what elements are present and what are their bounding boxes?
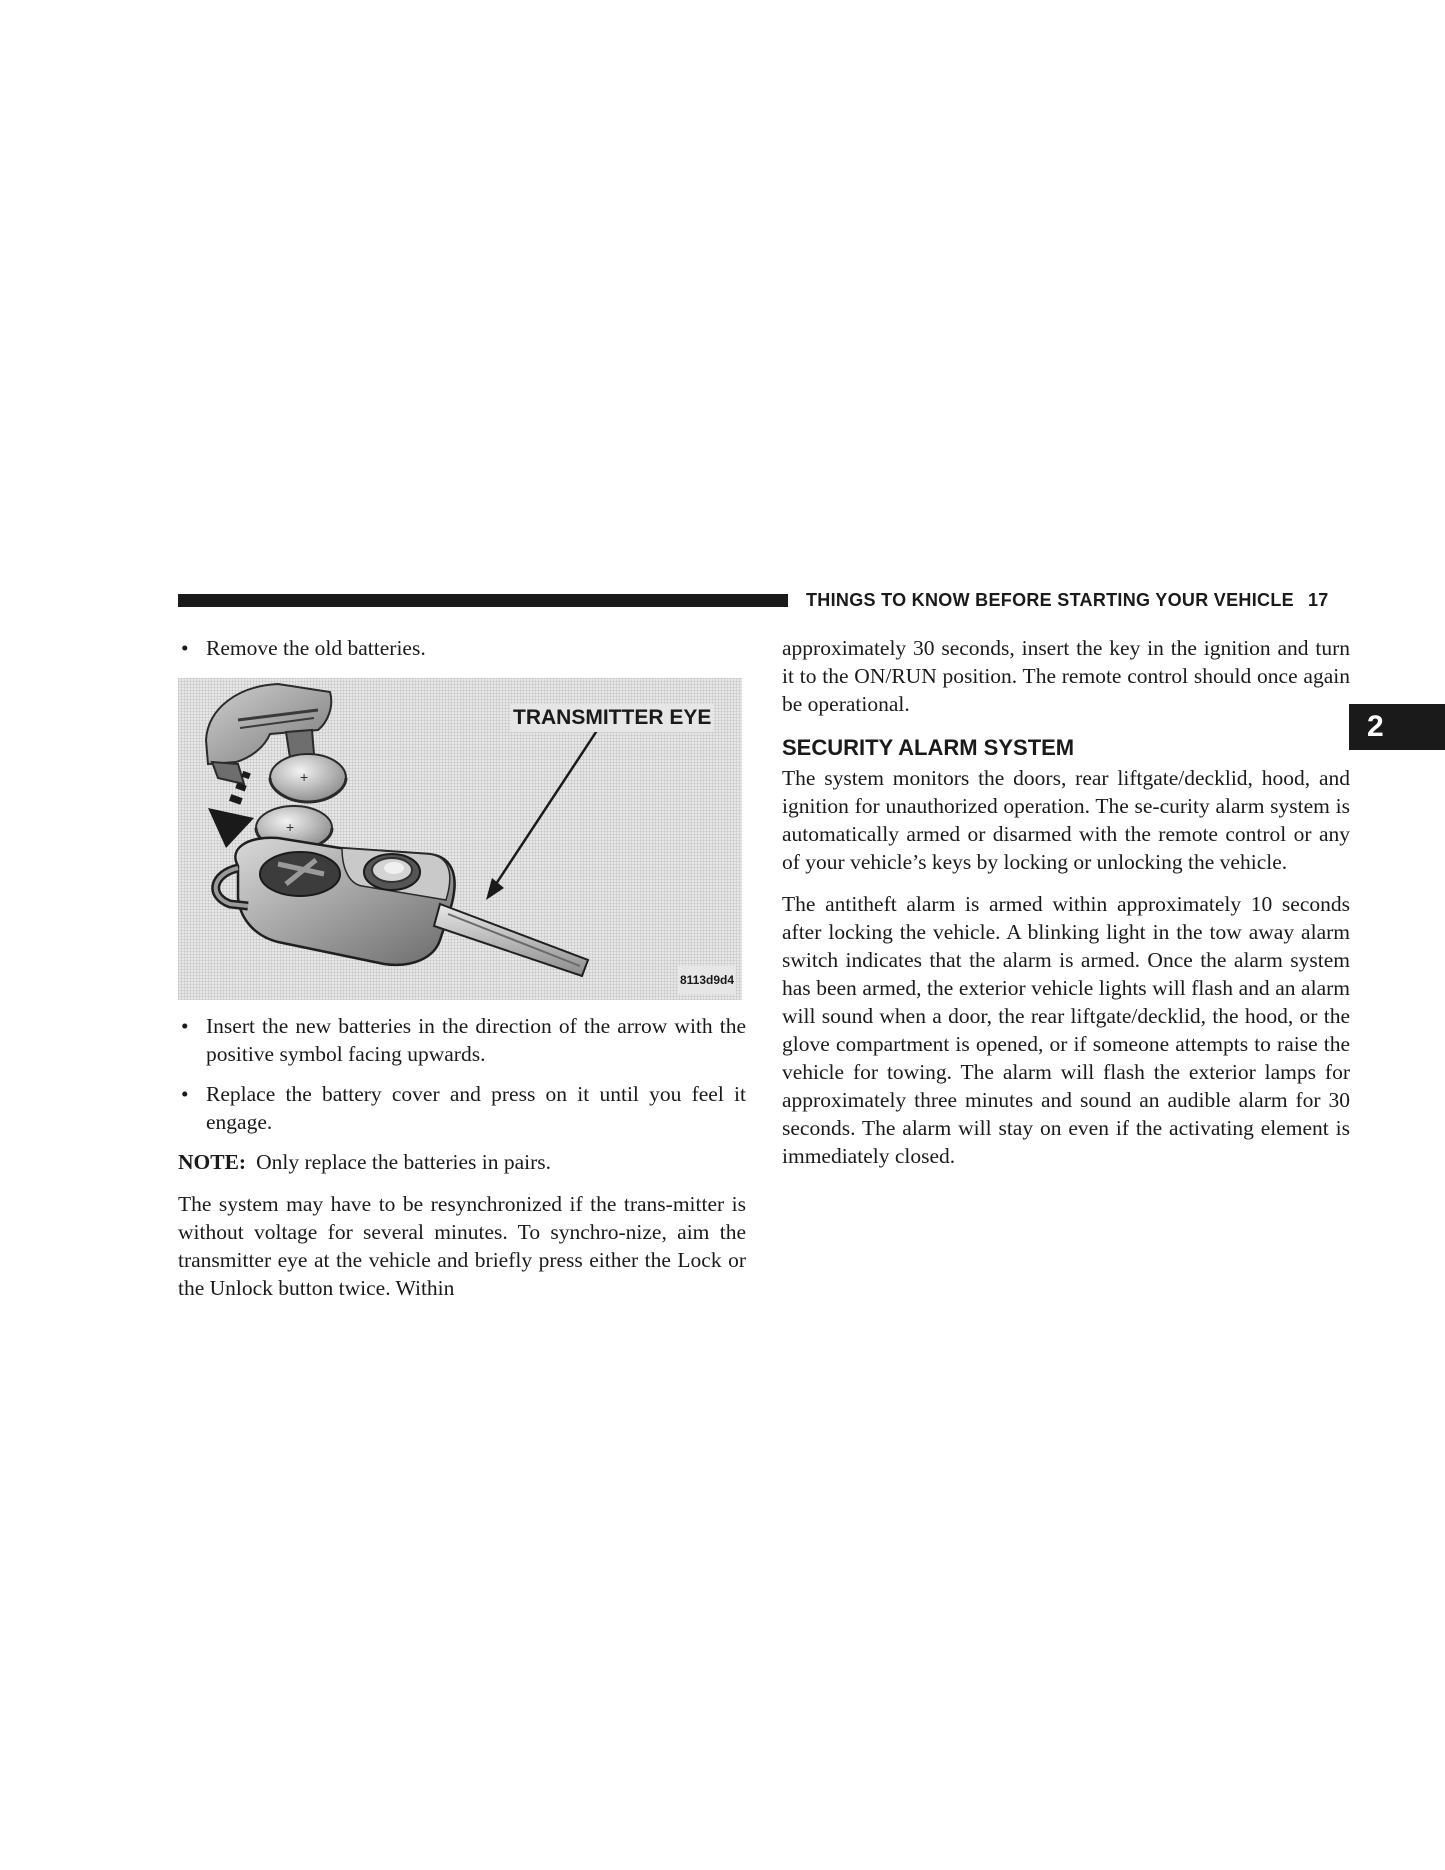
left-column [178, 634, 746, 1302]
running-header [806, 590, 1329, 611]
svg-text:+: + [286, 819, 295, 835]
paragraph-system-monitors: The system monitors the doors, rear liftgate/decklid, hood, and ignition for unauthorized operation. The se-curity alarm system is automatically armed or disarmed with the remote control or any of your vehicle’s keys by locking or unlocking the vehicle. [782, 766, 1350, 874]
key-fob-body-icon [216, 838, 455, 965]
svg-text:+: + [300, 769, 309, 785]
bullet-text: Insert the new batteries in the direction of the arrow with the positive symbol facing upwards. [206, 1014, 746, 1066]
bullet-replace-cover [178, 1080, 746, 1136]
down-arrow-icon [208, 771, 254, 848]
bullet-remove-batteries [178, 634, 746, 662]
battery-replacement-figure [178, 678, 742, 1000]
header-title: THINGS TO KNOW BEFORE STARTING YOUR VEHICLE [806, 590, 1294, 610]
note-label: NOTE: [178, 1150, 247, 1174]
bullet-text: Replace the battery cover and press on it until you feel it engage. [206, 1082, 746, 1134]
bullet-insert-batteries [178, 1012, 746, 1068]
page-number: 17 [1307, 590, 1329, 610]
bullet-text: Remove the old batteries. [206, 636, 426, 660]
paragraph-antitheft: The antitheft alarm is armed within approximately 10 seconds after locking the vehicle. A blinking light in the tow away alarm switch indicates that the alarm is armed. Once the alarm system has been armed, the exterior vehicle lights will flash and an alarm will sound when a door, the rear liftgate/decklid, the hood, or the glove compartment is opened, or if someone attempts to raise the vehicle for towing. The alarm will flash the exterior lamps for approximately three minutes and sound an audible alarm for 30 seconds. The alarm will stay on even if the activating element is immediately closed. [782, 892, 1350, 1168]
figure-code: 8113d9d4 [678, 966, 736, 994]
bullet-icon: • [181, 636, 189, 660]
key-blade-icon [434, 904, 588, 976]
battery-icon [270, 754, 346, 802]
chapter-tab: 2 [1349, 704, 1445, 750]
bullet-icon: • [181, 1014, 189, 1038]
section-heading: SECURITY ALARM SYSTEM [782, 735, 1075, 760]
right-column [782, 634, 1350, 1170]
pointer-arrow-icon [486, 726, 600, 900]
paragraph-resynchronize: The system may have to be resynchronized if the trans-mitter is without voltage for several minutes. To synchro-nize, aim the transmitter eye at the vehicle and briefly press either the Lock or the Unlock button twice. Within [178, 1192, 746, 1300]
note [178, 1148, 746, 1176]
header-rule [178, 594, 788, 607]
figure-label: TRANSMITTER EYE [511, 704, 713, 732]
bullet-icon: • [181, 1082, 189, 1106]
paragraph-continued: approximately 30 seconds, insert the key in the ignition and turn it to the ON/RUN position. The remote control should once again be operational. [782, 636, 1350, 716]
note-text: Only replace the batteries in pairs. [256, 1150, 552, 1174]
